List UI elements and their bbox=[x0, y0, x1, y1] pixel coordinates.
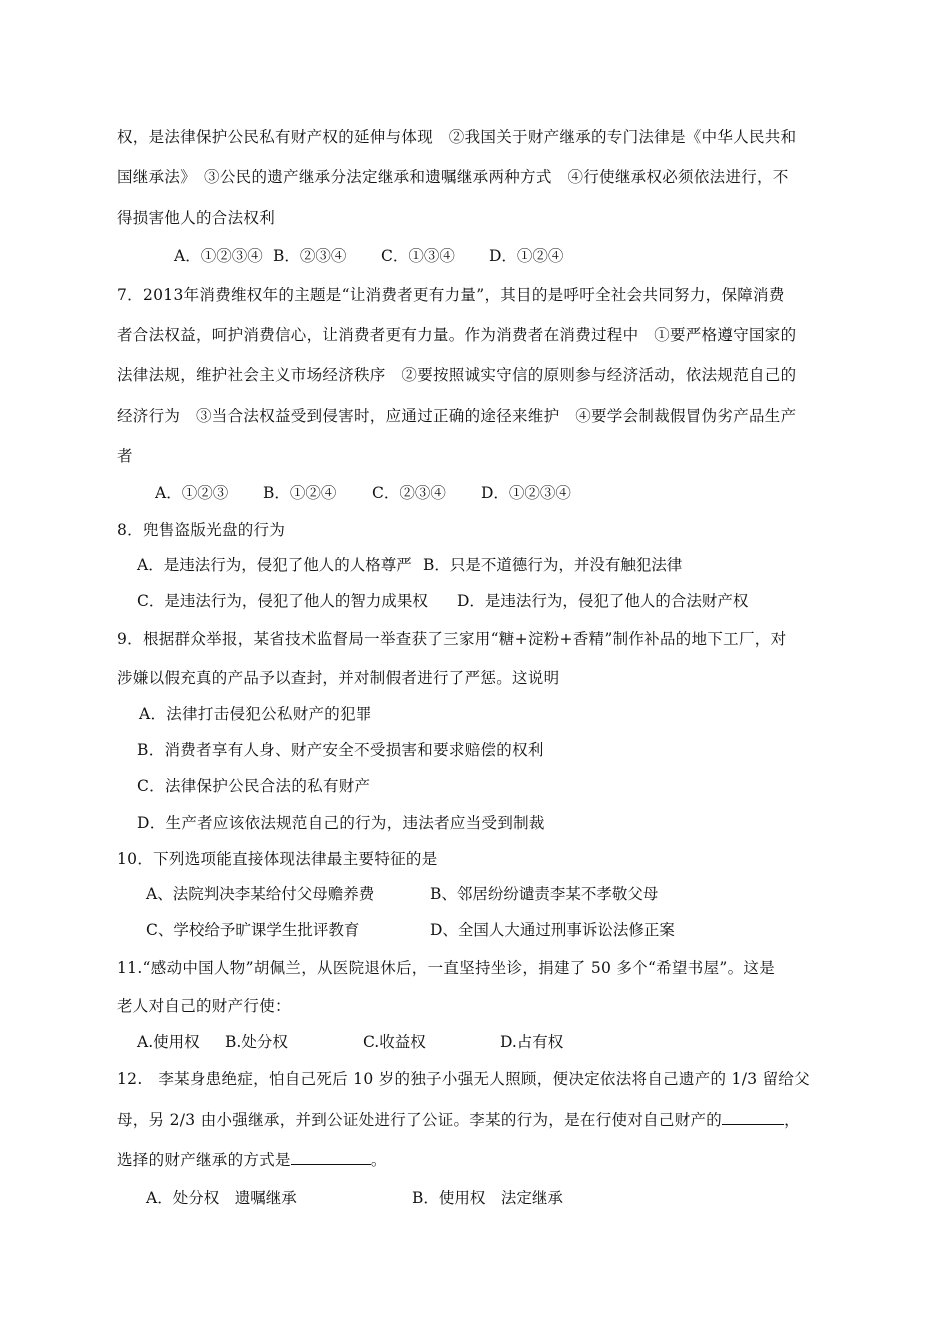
q7-line-5: 者 bbox=[117, 447, 133, 465]
q12-line-2-text: 母，另 2/3 由小强继承，并到公证处进行了公证。李某的行为，是在行使对自己财产的 bbox=[117, 1111, 723, 1129]
q10-stem: 10．下列选项能直接体现法律最主要特征的是 bbox=[117, 850, 438, 868]
q7-option-c: C．②③④ bbox=[372, 484, 446, 502]
q12-line-3-text: 选择的财产继承的方式是 bbox=[117, 1151, 291, 1169]
q6-line-2: 国继承法》 ③公民的遗产继承分法定继承和遗嘱继承两种方式 ④行使继承权必须依法进行，不 bbox=[117, 168, 789, 186]
q9-option-d: D．生产者应该依法规范自己的行为，违法者应当受到制裁 bbox=[137, 814, 545, 832]
q8-stem: 8．兜售盗版光盘的行为 bbox=[117, 521, 286, 539]
q12-line-1: 12. 李某身患绝症，怕自己死后 10 岁的独子小强无人照顾，便决定依法将自己遗产的 1/3 留给父 bbox=[117, 1070, 811, 1088]
q7-option-b: B．①②④ bbox=[263, 484, 337, 502]
q8-option-b: B．只是不道德行为，并没有触犯法律 bbox=[423, 556, 683, 574]
q10-option-b: B、邻居纷纷谴责李某不孝敬父母 bbox=[430, 885, 659, 903]
q12-line-3 bbox=[117, 1149, 387, 1171]
q12-option-a: A．处分权 遗嘱继承 bbox=[146, 1189, 297, 1207]
q9-option-c: C．法律保护公民合法的私有财产 bbox=[137, 777, 371, 795]
q9-line-1: 9．根据群众举报，某省技术监督局一举查获了三家用“糖+淀粉+香精”制作补品的地下工厂，对 bbox=[117, 630, 787, 648]
q8-option-c: C．是违法行为，侵犯了他人的智力成果权 bbox=[137, 592, 428, 610]
q6-line-1: 权，是法律保护公民私有财产权的延伸与体现 ②我国关于财产继承的专门法律是《中华人民共和 bbox=[117, 128, 797, 146]
q11-option-b: B.处分权 bbox=[225, 1033, 288, 1051]
q11-option-c: C.收益权 bbox=[363, 1033, 426, 1051]
q7-option-a: A．①②③ bbox=[155, 484, 229, 502]
q9-line-2: 涉嫌以假充真的产品予以查封，并对制假者进行了严惩。这说明 bbox=[117, 669, 560, 687]
q8-option-a: A．是违法行为，侵犯了他人的人格尊严 bbox=[137, 556, 412, 574]
q6-option-d: D．①②④ bbox=[489, 247, 564, 265]
q7-line-1: 7．2013年消费维权年的主题是“让消费者更有力量”，其目的是呼吁全社会共同努力，保障消费 bbox=[117, 286, 785, 304]
q6-option-c: C．①③④ bbox=[381, 247, 455, 265]
q7-line-2: 者合法权益，呵护消费信心，让消费者更有力量。作为消费者在消费过程中 ①要严格遵守国家的 bbox=[117, 326, 797, 344]
q12-option-b: B．使用权 法定继承 bbox=[412, 1189, 563, 1207]
q11-option-d: D.占有权 bbox=[500, 1033, 564, 1051]
q6-option-b: B．②③④ bbox=[273, 247, 347, 265]
q7-option-d: D．①②③④ bbox=[481, 484, 571, 502]
q11-line-1: 11.“感动中国人物”胡佩兰，从医院退休后，一直坚持坐诊，捐建了 50 多个“希望书屋”。这是 bbox=[117, 959, 776, 977]
q10-option-a: A、法院判决李某给付父母赡养费 bbox=[146, 885, 375, 903]
q12-line-2-tail: ， bbox=[784, 1111, 800, 1129]
q12-answer-blank-1 bbox=[722, 1109, 784, 1125]
q7-line-4: 经济行为 ③当合法权益受到侵害时，应通过正确的途径来维护 ④要学会制裁假冒伪劣产品生产 bbox=[117, 407, 797, 425]
q7-line-3: 法律法规，维护社会主义市场经济秩序 ②要按照诚实守信的原则参与经济活动，依法规范自己的 bbox=[117, 366, 797, 384]
q10-option-d: D、全国人大通过刑事诉讼法修正案 bbox=[430, 921, 675, 939]
q11-option-a: A.使用权 bbox=[137, 1033, 200, 1051]
q8-option-d: D．是违法行为，侵犯了他人的合法财产权 bbox=[457, 592, 749, 610]
q6-line-3: 得损害他人的合法权利 bbox=[117, 209, 276, 227]
q6-option-a: A．①②③④ bbox=[174, 247, 263, 265]
q12-line-2 bbox=[117, 1109, 800, 1131]
q11-line-2: 老人对自己的财产行使： bbox=[117, 997, 291, 1015]
q12-answer-blank-2 bbox=[291, 1149, 371, 1165]
q12-line-3-tail: 。 bbox=[370, 1151, 387, 1169]
q10-option-c: C、学校给予旷课学生批评教育 bbox=[146, 921, 360, 939]
q9-option-b: B．消费者享有人身、财产安全不受损害和要求赔偿的权利 bbox=[137, 741, 544, 759]
q9-option-a: A．法律打击侵犯公私财产的犯罪 bbox=[139, 705, 372, 723]
